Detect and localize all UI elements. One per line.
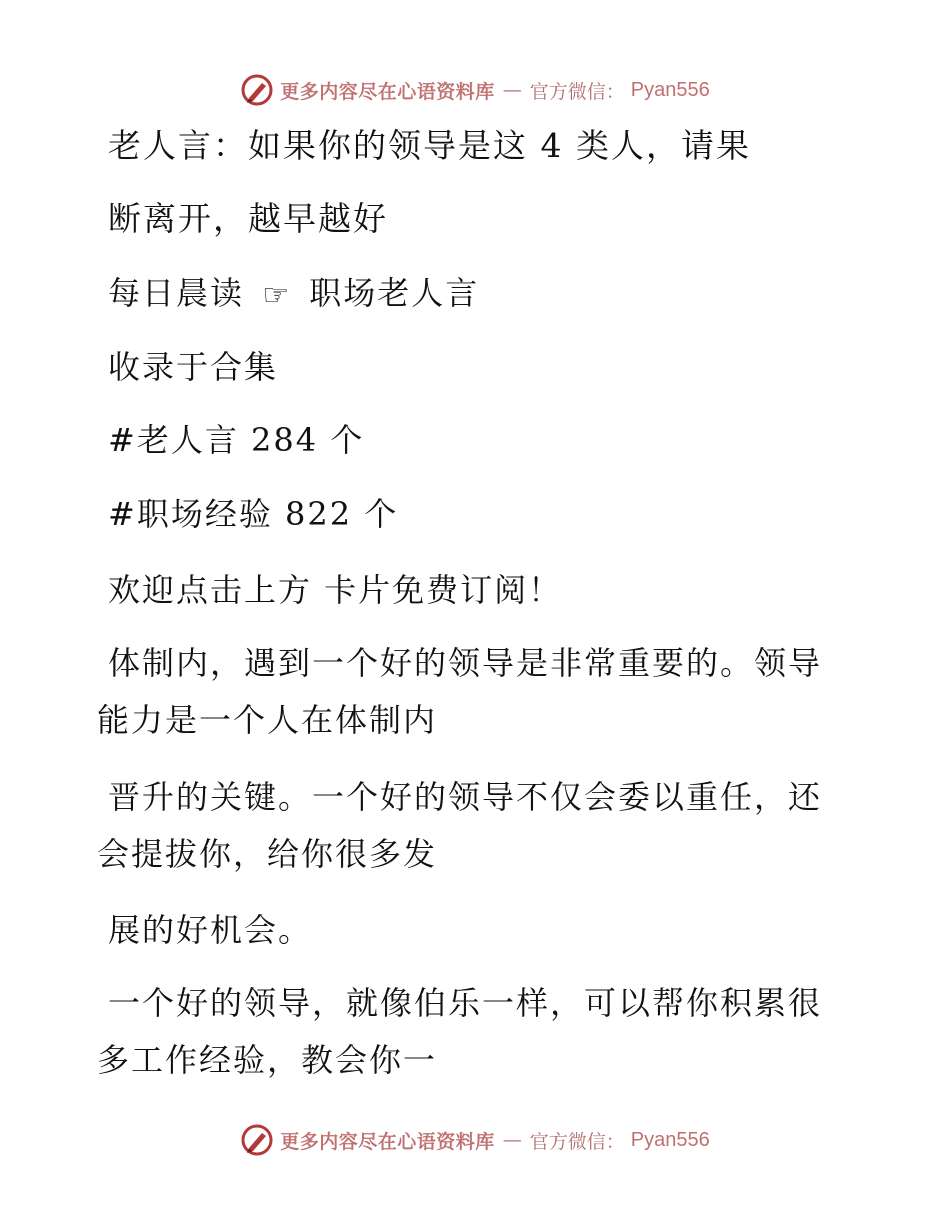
collection-label: 收录于合集 <box>108 348 279 386</box>
paragraph-3-line-1: 展的好机会。 <box>108 911 313 949</box>
banner-dash: — <box>502 1129 522 1151</box>
pen-logo-icon <box>240 73 274 107</box>
wechat-label: 官方微信： <box>529 80 625 103</box>
wechat-handle: Pyan556 <box>630 78 710 101</box>
banner-dash: — <box>502 79 522 101</box>
paragraph-2-line-1: 晋升的关键。一个好的领导不仅会委以重任，还 <box>108 778 823 816</box>
article-title-line-2: 断离开，越早越好 <box>108 199 388 238</box>
welcome-subscribe: 欢迎点击上方 卡片免费订阅！ <box>108 571 563 609</box>
paragraph-1-line-1: 体制内，遇到一个好的领导是非常重要的。领导 <box>108 644 823 682</box>
paragraph-4-line-2: 多工作经验，教会你一 <box>97 1041 438 1079</box>
brand-text: 更多内容尽在心语资料库 <box>280 1130 495 1153</box>
paragraph-4-line-1: 一个好的领导，就像伯乐一样，可以帮你积累很 <box>108 984 823 1022</box>
article-title-line-1: 老人言：如果你的领导是这 4 类人，请果 <box>108 126 751 165</box>
brand-text: 更多内容尽在心语资料库 <box>280 80 495 103</box>
morning-reading-line <box>108 273 479 316</box>
pen-logo-icon <box>240 1123 274 1157</box>
paragraph-1-line-2: 能力是一个人在体制内 <box>97 701 438 739</box>
wechat-label: 官方微信： <box>529 1130 625 1153</box>
tag-elder-sayings[interactable]: #老人言 284 个 <box>108 421 365 459</box>
paragraph-2-line-2: 会提拔你，给你很多发 <box>97 835 438 873</box>
morning-suffix: 职场老人言 <box>309 274 480 312</box>
morning-prefix: 每日晨读 <box>108 274 245 312</box>
footer-banner <box>0 1120 950 1160</box>
wechat-handle: Pyan556 <box>630 1128 710 1151</box>
tag-workplace-experience[interactable]: #职场经验 822 个 <box>108 495 399 533</box>
header-banner <box>0 70 950 110</box>
pointing-hand-icon: ☞ <box>262 277 292 313</box>
